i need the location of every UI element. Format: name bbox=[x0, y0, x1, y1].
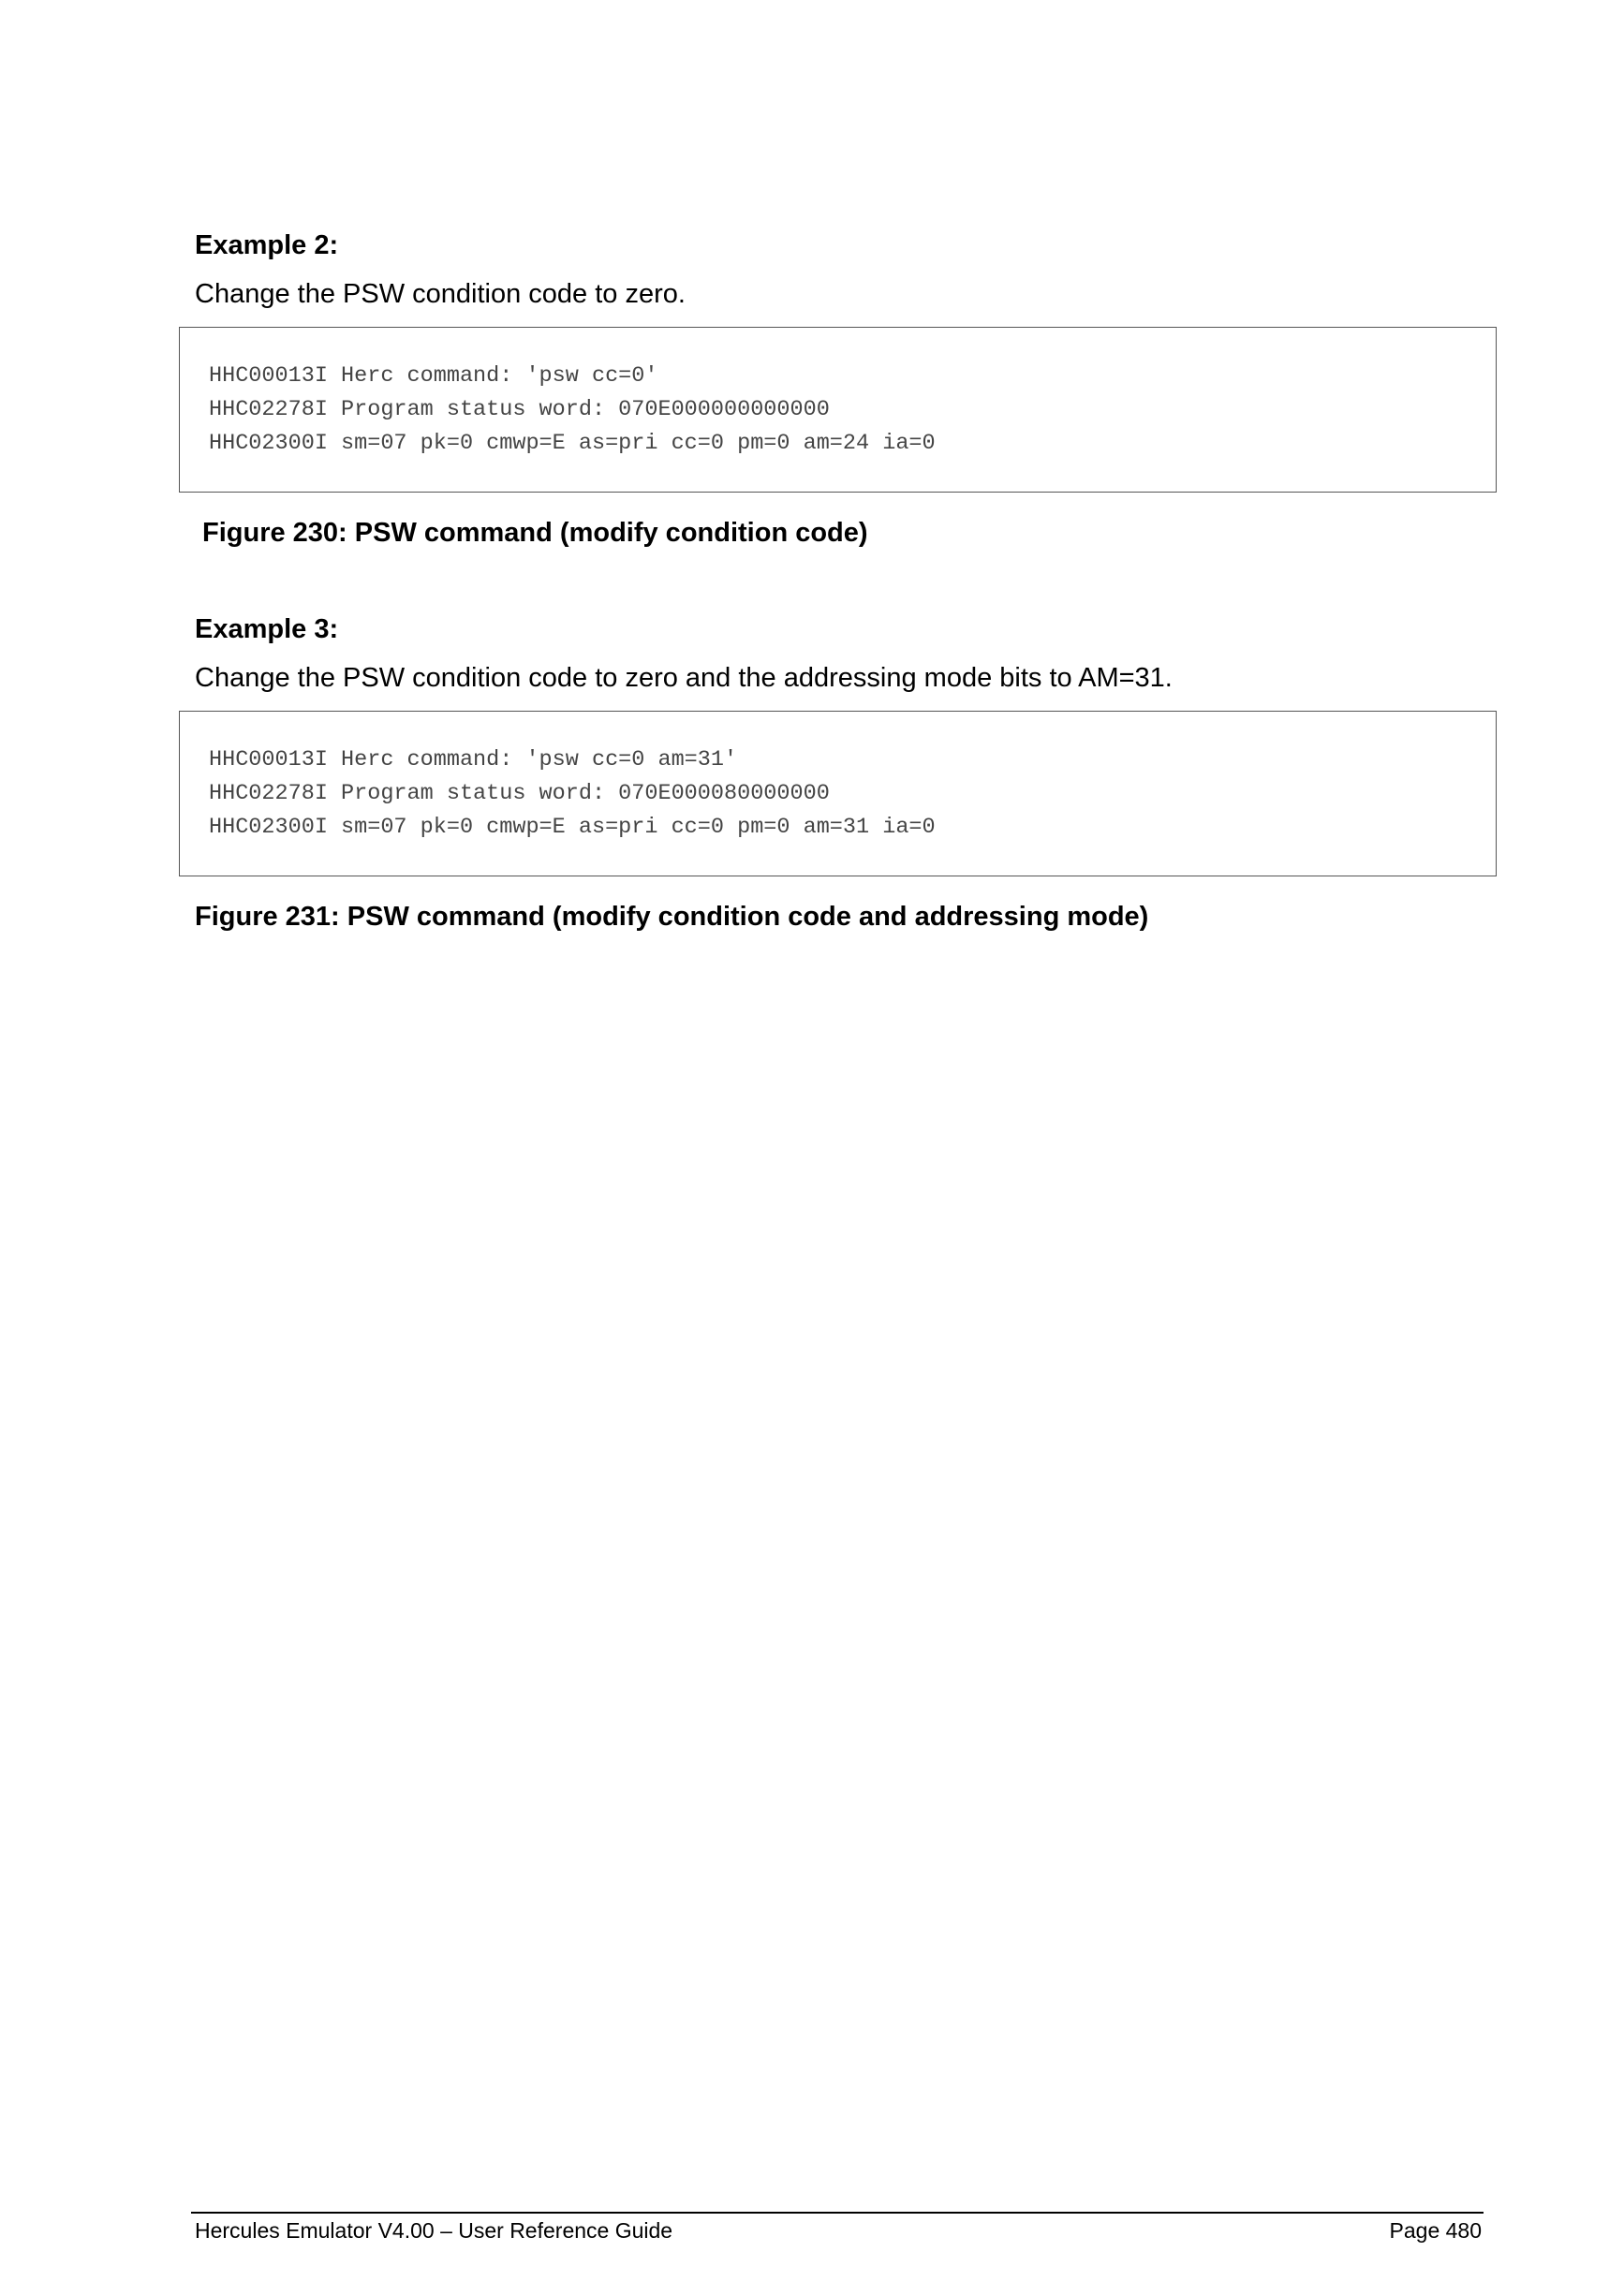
example-3-description: Change the PSW condition code to zero and the addressing mode bits to AM=31. bbox=[195, 663, 1173, 693]
example-2-description: Change the PSW condition code to zero. bbox=[195, 279, 686, 309]
example-3-heading: Example 3: bbox=[195, 614, 339, 644]
example-3-code-block bbox=[179, 711, 1497, 876]
footer-page-number: Page 480 bbox=[1389, 2218, 1482, 2243]
code-line: HHC02300I sm=07 pk=0 cmwp=E as=pri cc=0 pm=0 am=24 ia=0 bbox=[209, 431, 936, 456]
figure-230-caption: Figure 230: PSW command (modify condition code) bbox=[202, 518, 868, 548]
code-line: HHC00013I Herc command: 'psw cc=0' bbox=[209, 363, 658, 389]
code-line: HHC02300I sm=07 pk=0 cmwp=E as=pri cc=0 pm=0 am=31 ia=0 bbox=[209, 815, 936, 840]
code-line: HHC00013I Herc command: 'psw cc=0 am=31' bbox=[209, 747, 738, 773]
example-2-code-block bbox=[179, 327, 1497, 493]
figure-231-caption: Figure 231: PSW command (modify condition code and addressing mode) bbox=[195, 902, 1149, 932]
footer-divider bbox=[191, 2212, 1484, 2214]
example-2-heading: Example 2: bbox=[195, 230, 339, 260]
code-line: HHC02278I Program status word: 070E000000000000 bbox=[209, 397, 830, 422]
code-line: HHC02278I Program status word: 070E000080000000 bbox=[209, 781, 830, 806]
footer-title: Hercules Emulator V4.00 – User Reference Guide bbox=[195, 2218, 673, 2243]
